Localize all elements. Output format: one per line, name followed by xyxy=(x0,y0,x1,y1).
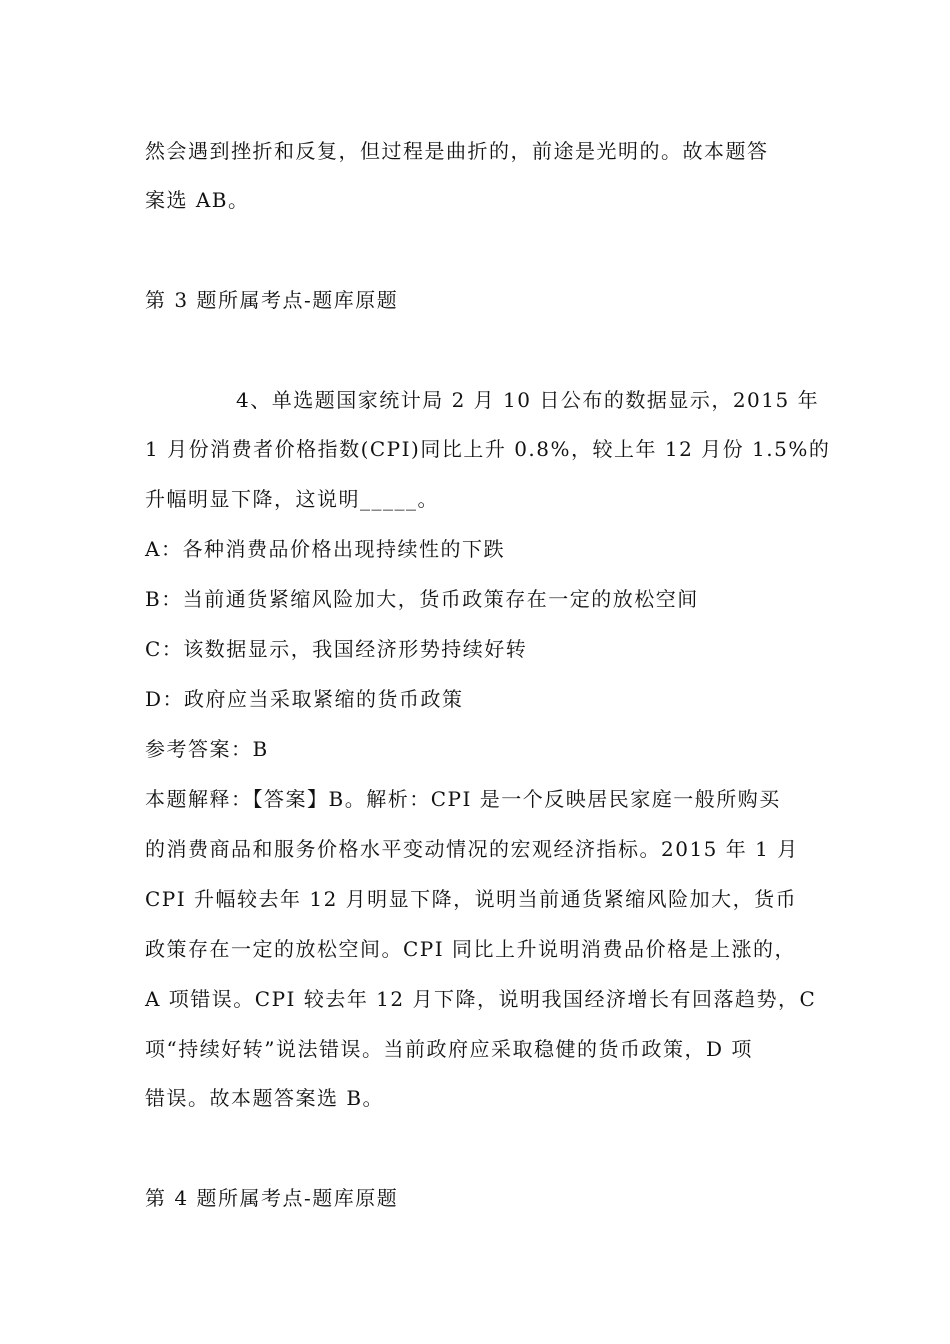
q4-option-c: C：该数据显示，我国经济形势持续好转 xyxy=(145,637,528,661)
prev-explanation-line-2: 案选 AB。 xyxy=(145,188,250,212)
q4-explanation-line-2: 的消费商品和服务价格水平变动情况的宏观经济指标。2015 年 1 月 xyxy=(145,837,799,861)
q4-stem-line-2: 1 月份消费者价格指数(CPI)同比上升 0.8%，较上年 12 月份 1.5%的 xyxy=(145,437,831,461)
q3-knowledge-point: 第 3 题所属考点-题库原题 xyxy=(145,288,399,312)
q4-answer: 参考答案：B xyxy=(145,737,269,761)
q4-explanation-line-6: 项“持续好转”说法错误。当前政府应采取稳健的货币政策，D 项 xyxy=(145,1037,753,1061)
q4-option-a: A：各种消费品价格出现持续性的下跌 xyxy=(145,537,505,561)
q4-stem-line-3: 升幅明显下降，这说明_____。 xyxy=(145,487,439,511)
q4-explanation-line-7: 错误。故本题答案选 B。 xyxy=(145,1086,385,1110)
q4-explanation-line-1: 本题解释：【答案】B。解析：CPI 是一个反映居民家庭一般所购买 xyxy=(145,787,781,811)
q4-stem-line-1: 4、单选题国家统计局 2 月 10 日公布的数据显示，2015 年 xyxy=(236,388,820,412)
q4-explanation-line-4: 政策存在一定的放松空间。CPI 同比上升说明消费品价格是上涨的， xyxy=(145,937,797,961)
q4-explanation-line-5: A 项错误。CPI 较去年 12 月下降，说明我国经济增长有回落趋势，C xyxy=(145,987,817,1011)
q4-option-b: B：当前通货紧缩风险加大，货币政策存在一定的放松空间 xyxy=(145,587,699,611)
q4-explanation-line-3: CPI 升幅较去年 12 月明显下降，说明当前通货紧缩风险加大，货币 xyxy=(145,887,798,911)
q4-knowledge-point: 第 4 题所属考点-题库原题 xyxy=(145,1186,399,1210)
prev-explanation-line-1: 然会遇到挫折和反复，但过程是曲折的，前途是光明的。故本题答 xyxy=(145,139,769,163)
q4-option-d: D：政府应当采取紧缩的货币政策 xyxy=(145,687,464,711)
